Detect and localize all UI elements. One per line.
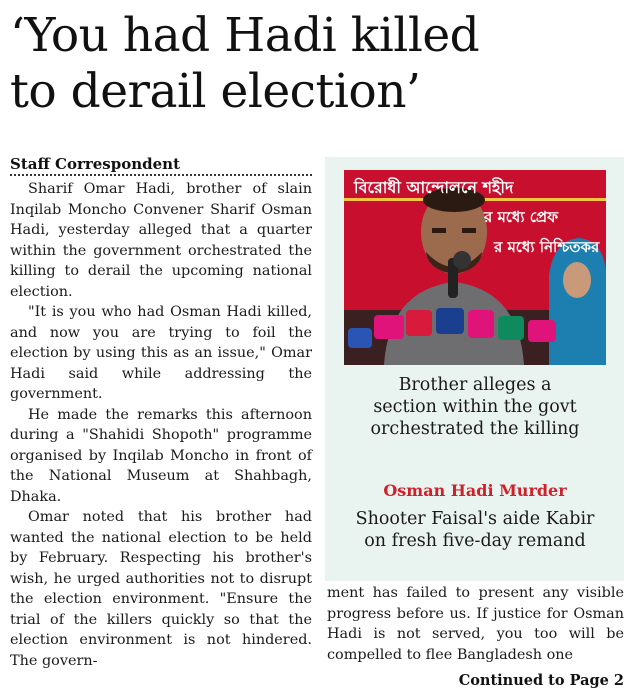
byline: Staff Correspondent [10,155,181,173]
continued-link[interactable]: Continued to Page 2 [458,672,624,689]
headline [10,8,625,120]
related-story-kicker: Osman Hadi Murder [383,481,567,500]
article-body-right [327,583,624,665]
headline-line-1: ‘You had Hadi killed [10,8,480,63]
headline-line-2: to derail election’ [10,64,421,119]
caption-line-2: section within the govt [373,397,577,417]
photo-caption [330,374,620,440]
paragraph-3: He made the remarks this afternoon during a "Shahidi Shopoth" programme organised by Inqilab Moncho in front of the National Museum at Shahbagh, Dhaka. [10,406,312,505]
related-line-2: on fresh five-day remand [364,531,586,551]
caption-line-3: orchestrated the killing [370,419,580,439]
article-body-left [10,179,312,671]
photo-banner-line-2: র মধ্যে প্রেফ [484,208,559,226]
related-story-headline[interactable] [330,508,620,552]
paragraph-1: Sharif Omar Hadi, brother of slain Inqilab Moncho Convener Sharif Osman Hadi, yesterday alleged that a quarter within the government orchestrated the killing to derail the upcoming national election. [10,181,312,300]
photo-banner-line-1: বিরোধী আন্দোলনে শহীদ [354,178,514,197]
caption-line-1: Brother alleges a [398,375,552,395]
news-photo [344,170,606,365]
paragraph-4: Omar noted that his brother had wanted the national election to be held by February. Respecting his brother's wish, he urged authorities not to disrupt the election environment. "Ensure the trial of the killers quickly so that the election environment is not hindered. The govern- [10,509,312,669]
paragraph-2: "It is you who had Osman Hadi killed, and now you are trying to foil the election by using this as an issue," Omar Hadi said while addressing the government. [10,304,312,402]
photo-banner-line-3: র মধ্যে নিশ্চিতকর [494,238,600,256]
dotted-divider [10,174,312,176]
paragraph-5: ment has failed to present any visible progress before us. If justice for Osman Hadi is not served, you too will be compelled to flee Bangladesh one [327,585,624,663]
related-line-1: Shooter Faisal's aide Kabir [355,509,595,529]
